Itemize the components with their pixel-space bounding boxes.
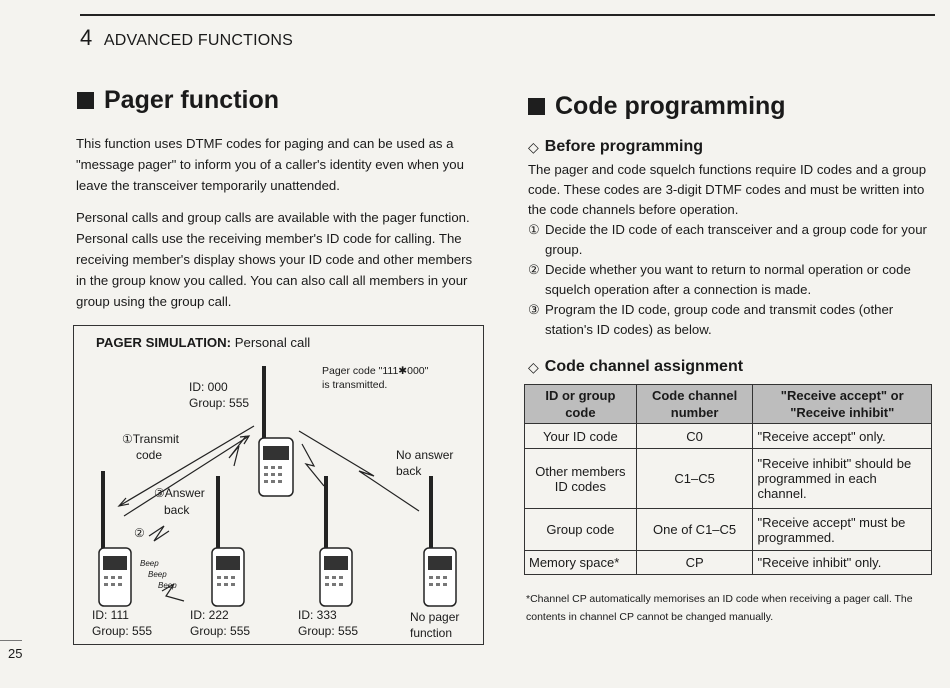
table-cell: Memory space*: [525, 551, 637, 575]
chapter-number: 4: [80, 25, 93, 50]
radio-333-icon: [320, 476, 352, 606]
beep-zigzag-icon: [149, 526, 169, 541]
table-row: [525, 509, 932, 551]
radio4-label-b: function: [410, 626, 453, 640]
pager-calls-paragraph: Personal calls and group calls are available with the pager function. Personal calls use the receiving member's ID code for calling. The receiving member's display shows your ID code and other members in the group know you called. You can also call all members in your group using the group call.: [76, 210, 473, 309]
table-header-cell: "Receive accept" or "Receive inhibit": [753, 385, 932, 424]
pager-title: Pager function: [104, 86, 280, 114]
radio1-id-label: ID: 111: [92, 608, 129, 622]
table-header-cell: Code channel number: [636, 385, 753, 424]
pager-heading: [77, 86, 279, 115]
step3-label-a: ③Answer: [154, 486, 205, 500]
radio-111-icon: [99, 471, 131, 606]
table-cell: CP: [636, 551, 753, 575]
step1-label-a: ①Transmit: [122, 432, 179, 446]
simulation-title: PAGER SIMULATION: Personal call: [96, 335, 311, 350]
square-bullet-icon: [77, 92, 94, 109]
signal-zigzag-icon: [229, 436, 246, 466]
step-item: ② Decide whether you want to return to normal operation or code squelch operation after a connection is made.: [528, 262, 911, 297]
before-programming-heading: [528, 138, 703, 156]
table-footnote: *Channel CP automatically memorises an ID code when receiving a pager call. The contents in channel CP cannot be changed manually.: [526, 593, 913, 623]
caller-group-label: Group: 555: [189, 396, 250, 410]
pager-simulation-box: [73, 325, 484, 645]
chapter-title: ADVANCED FUNCTIONS: [103, 32, 294, 49]
no-answer-label-b: back: [396, 464, 422, 478]
pager-code-note-1: Pager code "111✱000": [322, 365, 429, 377]
table-header-cell: ID or group code: [525, 385, 637, 424]
radio-no-pager-icon: [424, 476, 456, 606]
step3-label-b: back: [164, 503, 190, 517]
table-row: [525, 551, 932, 575]
radio2-group-label: Group: 555: [190, 624, 251, 638]
code-heading: [528, 92, 786, 121]
table-cell: "Receive inhibit" only.: [753, 551, 932, 575]
pager-code-note-2: is transmitted.: [322, 379, 388, 391]
table-row: [525, 449, 932, 509]
before-programming-paragraph: The pager and code squelch functions require ID codes and a group code. These codes are 3-digit DTMF codes and must be written into the code channels before operation.: [528, 162, 927, 217]
pager-intro-paragraph: This function uses DTMF codes for paging and can be used as a "message pager" to inform you of a caller's identity even when you leave the transceiver temporarily unattended.: [76, 136, 464, 193]
table-cell: Your ID code: [525, 424, 637, 449]
step2-label: ②: [134, 526, 145, 540]
beep-label-1: Beep: [140, 559, 159, 568]
signal-zigzag-icon: [302, 444, 324, 486]
assignment-title: Code channel assignment: [544, 358, 744, 375]
step1-label-b: code: [136, 448, 163, 462]
chapter-heading: [80, 25, 293, 51]
step-item: ① Decide the ID code of each transceiver and a group code for your group.: [528, 222, 927, 257]
radio3-id-label: ID: 333: [298, 608, 337, 622]
table-cell: One of C1–C5: [636, 509, 753, 551]
page-number: 25: [8, 646, 23, 661]
assignment-heading: [528, 358, 743, 376]
code-title: Code programming: [555, 92, 786, 120]
no-answer-label-a: No answer: [396, 448, 454, 462]
beep-label-2: Beep: [148, 570, 167, 579]
square-bullet-icon: [528, 98, 545, 115]
table-row: [525, 424, 932, 449]
code-channel-table: [524, 384, 932, 575]
caller-radio-icon: [259, 366, 293, 496]
table-cell: "Receive accept" must be programmed.: [753, 509, 932, 551]
diamond-bullet-icon: ◇: [528, 138, 539, 155]
table-cell: "Receive accept" only.: [753, 424, 932, 449]
table-cell: Other members ID codes: [525, 449, 637, 509]
diamond-bullet-icon: ◇: [528, 358, 539, 375]
radio1-group-label: Group: 555: [92, 624, 153, 638]
step-item: ③ Program the ID code, group code and transmit codes (other station's ID codes) as below.: [528, 302, 894, 337]
before-programming-title: Before programming: [544, 138, 704, 155]
table-cell: "Receive inhibit" should be programmed in each channel.: [753, 449, 932, 509]
page-number-rule: [0, 640, 22, 641]
caller-id-label: ID: 000: [189, 380, 228, 394]
radio-222-icon: [212, 476, 244, 606]
radio2-id-label: ID: 222: [190, 608, 229, 622]
table-cell: C1–C5: [636, 449, 753, 509]
table-cell: Group code: [525, 509, 637, 551]
radio4-label-a: No pager: [410, 610, 460, 624]
radio3-group-label: Group: 555: [298, 624, 359, 638]
beep-label-3: Beep: [158, 581, 177, 590]
header-rule: [80, 14, 935, 16]
table-cell: C0: [636, 424, 753, 449]
programming-steps: [528, 220, 936, 340]
table-header-row: [525, 385, 932, 424]
